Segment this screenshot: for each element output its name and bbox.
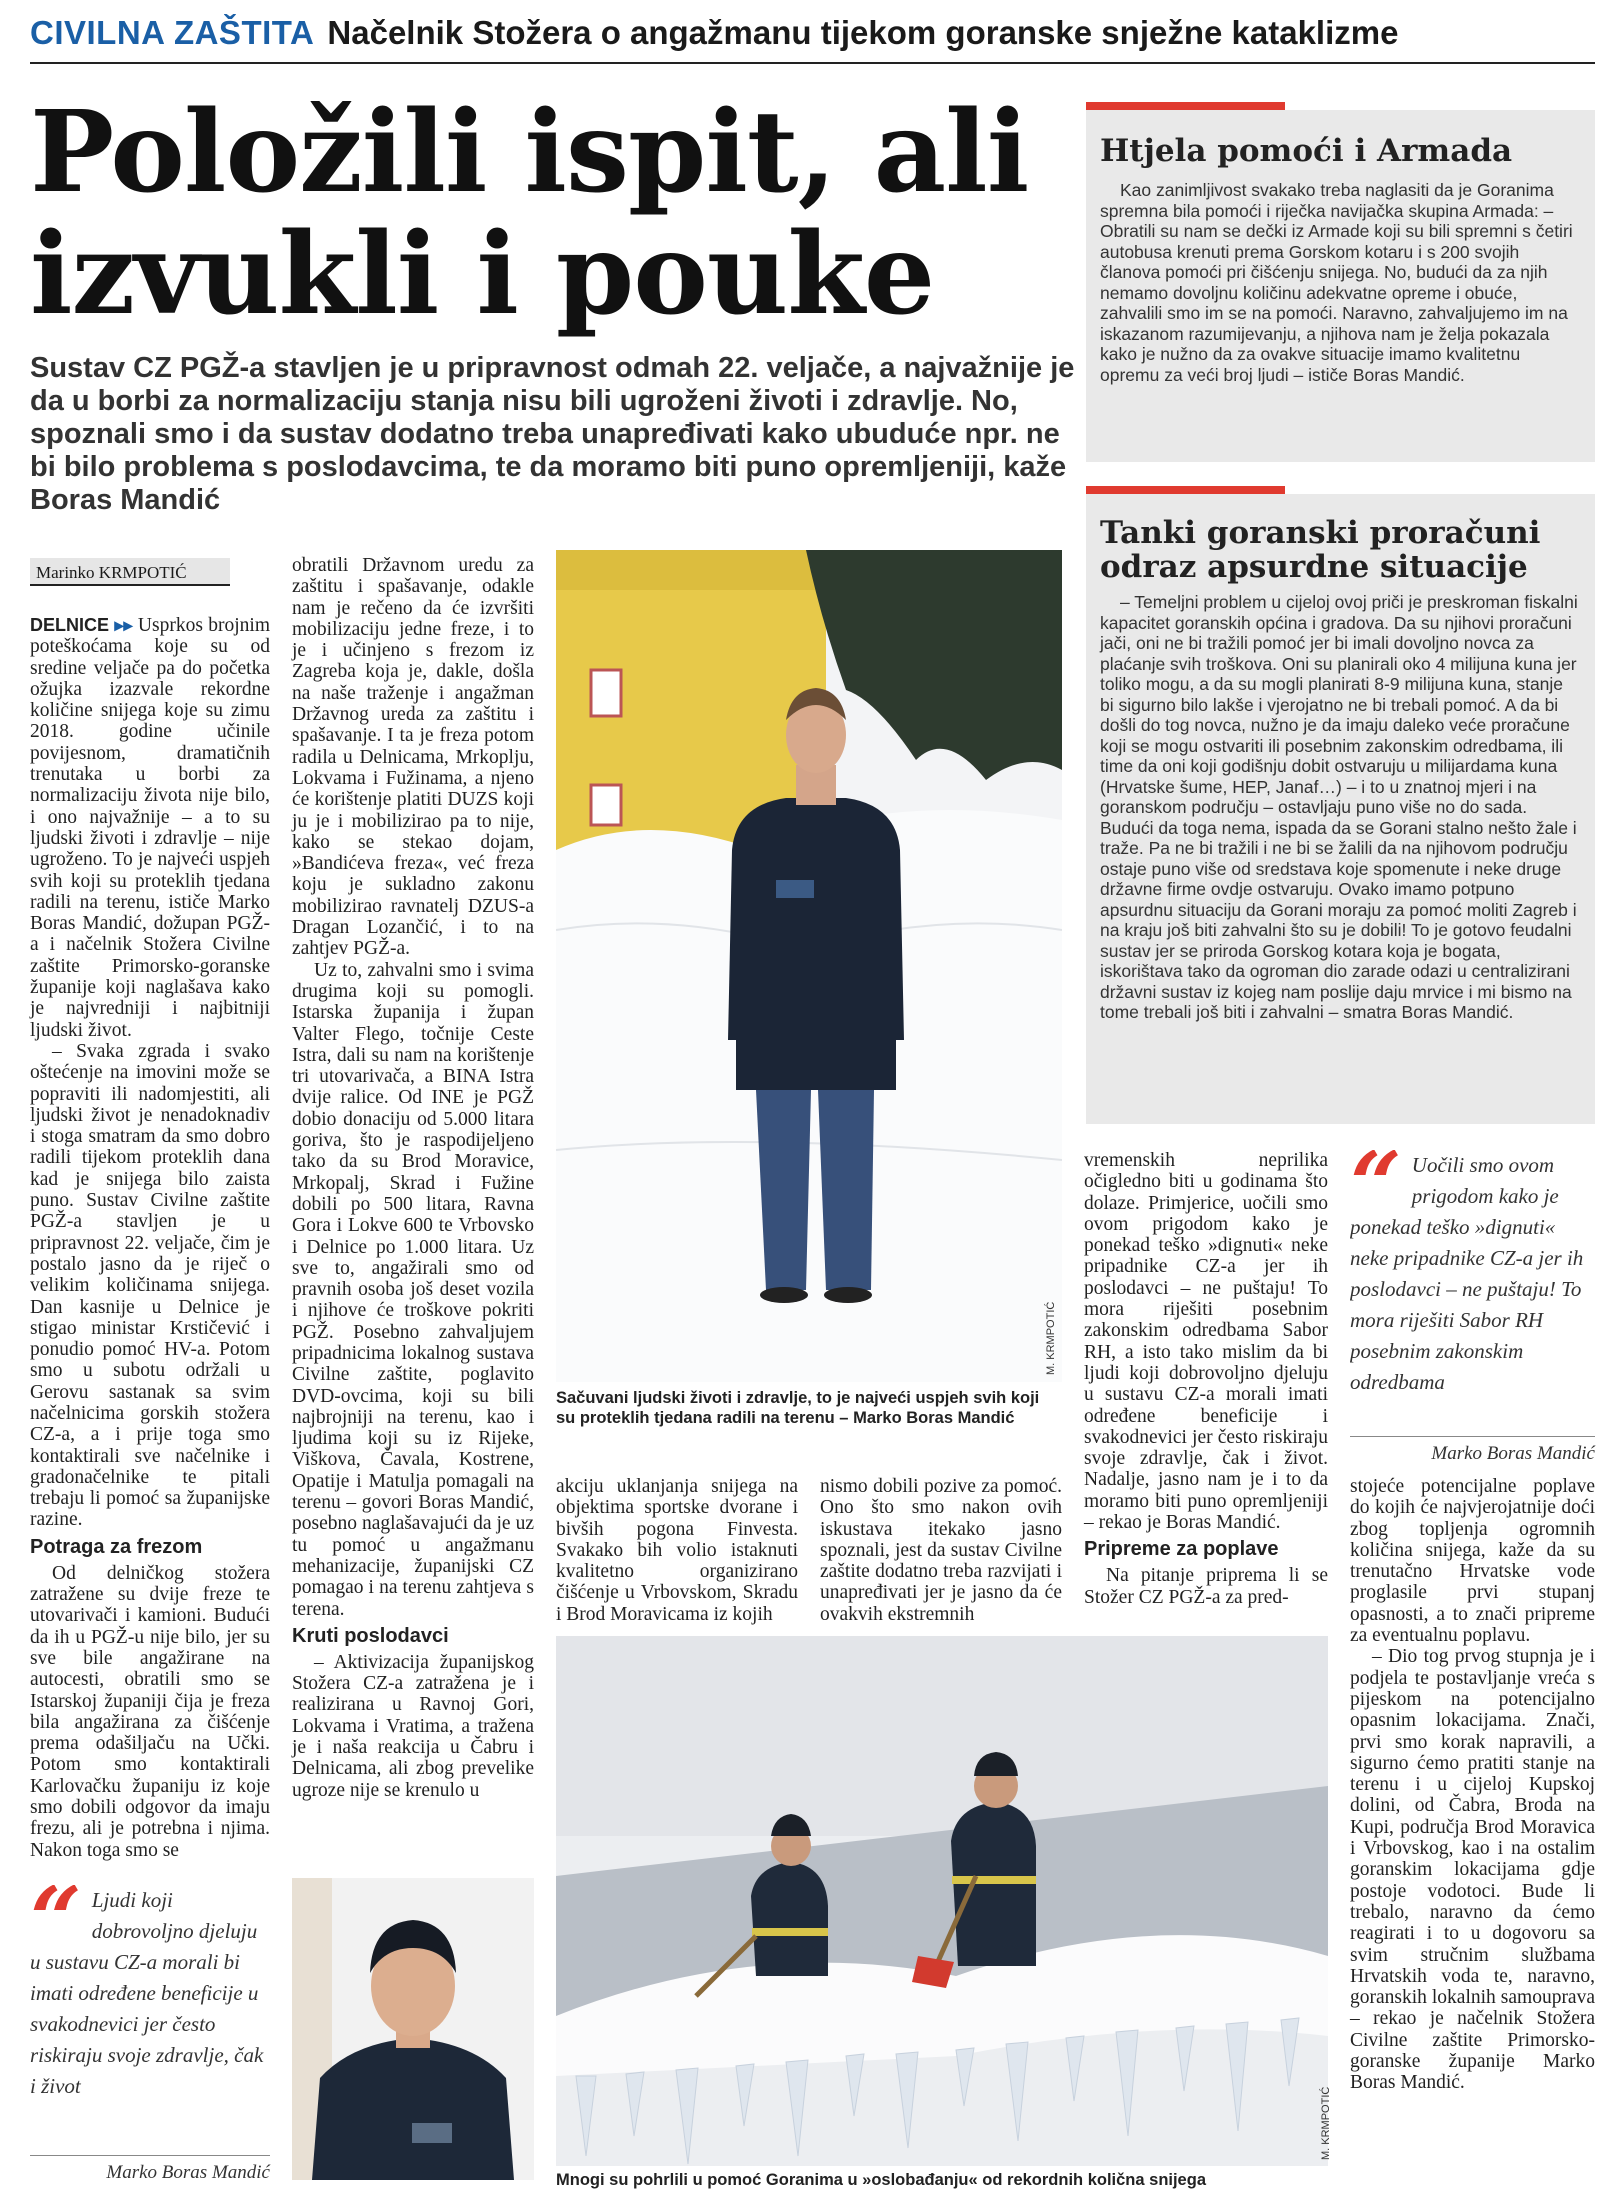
roof-photo-caption: Mnogi su pohrlili u pomoć Goranima u »oslobađanju« od rekordnih količna snijega — [556, 2171, 1206, 2189]
pull-quote-text: Uočili smo ovom prigodom kako je ponekad teško »dignuti« neke pripadnike CZ-a jer ih poslodavci – ne puštaju! To mora riješiti Sabor RH posebnim zakonskim odredbama — [1350, 1153, 1584, 1394]
subhead-kruti: Kruti poslodavci — [292, 1624, 449, 1647]
article-paragraph: vremenskih neprilika očigledno biti u godinama što dolaze. Primjerice, uočili smo ovom prigodom kako je ponekad teško »dignuti« neke pripadnike CZ-a jer ih poslodavci – ne puštaju! To mora riješiti posebnim zakonskim odredbama Sabor RH, a isto tako mislim da bi ljudi koji dobrovoljno djeluju u sustavu CZ-a morali imati određene beneficije i svakodnevici jer često riskiraju svoje zdravlje, čak i život. Nadalje, jasno nam je i to da moramo biti puno opremljeniji – rekao je Boras Mandić. — [1084, 1150, 1328, 1534]
main-photo-credit: M. KRMPOTIĆ — [1045, 1301, 1057, 1375]
article-paragraph: – Svaka zgrada i svako oštećenje na imovini može se popraviti ili nadomjestiti, ali ljudski život je nenadoknadiv i stoga smatram da smo dobro radili tijekom proteklih dana kad je snijega bilo zaista puno. Sustav Civilne zaštite PGŽ-a stavljen je u pripravnost 22. veljače, čim je postalo jasno da je riječ o velikim količinama snijega. Dan kasnije u Delnice je stigao ministar Krstičević i ponudio pomoć HV-a. Potom smo u subotu održali u Gerovu sastanak sa svim načelnicima gorskih stožera CZ-a, a i prije toga smo kontaktirali sve načelnike i gradonačelnike te pitali trebaju li pomoć sa županijske razine. — [30, 1040, 270, 1531]
article-paragraph: obratili Državnom uredu za zaštitu i spašavanje, odakle nam je rečeno da će izvršiti mobilizaciju jedne freze, i to je i učinjeno s frezom iz Zagreba koja je, dakle, došla na naše traženje i angažman Državnog ureda za zaštitu i spašavanje. I ta je freza potom radila u Delnicama, Mrkoplju, Lokvama i Fužinama, a njeno će korištenje platiti DUZS koji ju je i mobilizirao pa to nije, kako se stekao dojam, »Bandićeva freza«, već freza koju je sukladno zakonu mobilizirao ravnatelj DZUS-a Dragan Lozančić, i to na zahtjev PGŽ-a. — [292, 555, 534, 960]
byline-author: Marinko KRMPOTIĆ — [36, 563, 187, 582]
article-paragraph: – Aktivizacija županijskog Stožera CZ-a zatražena je i realizirana u Ravnoj Gori, Lokvama i Vratima, a tražena je i naša reakcija u Čabru i Delnicama, ali zbog prevelike ugroze nije se krenulo u — [292, 1651, 534, 1801]
article-byline — [30, 558, 230, 586]
subhead-pripreme: Pripreme za poplave — [1084, 1538, 1279, 1561]
pull-quote-2 — [30, 1885, 270, 2184]
article-paragraph: stojeće potencijalne poplave do kojih će najvjerojatnije doći zbog topljenja ogromnih količina snijega, kaže da su trenutačno Hrvatske vode proglasile prvi stupanj opasnosti, a to znači pripreme za eventualnu poplavu. — [1350, 1476, 1595, 1647]
subhead-potraga: Potraga za frezom — [30, 1535, 203, 1558]
section-kicker-title: Načelnik Stožera o angažmanu tijekom goranske snježne kataklizme — [327, 14, 1399, 51]
article-column-6 — [1350, 1476, 1595, 2094]
portrait-photo-drawing — [292, 1878, 534, 2180]
sidebar-armada — [1086, 102, 1595, 462]
sidebar-proracuni-text: – Temeljni problem u cijeloj ovoj priči je preskroman fiskalni kapacitet goranskih općina i gradova. Da su njihovi proračuni jači, oni ne bi tražili pomoć jer bi imali dovoljno novca za plaćanje svih troškova. Oni su planirali oko 4 milijuna kuna jer toliko mogu, a da su mogli planirati 8-9 milijuna kuna, stanje bi sigurno bilo lakše i vjerojatno ne bi trebali pomoć. A da bi došli do tog novca, nužno je da imaju daleko veće proračune koji se mogu ostvariti ili posebnim zakonskim odredbama, ili time da oni koji godišnju dobit ostvaruju u milijardama kuna (Hrvatske šume, HEP, Janaf…) – i to u znatnoj mjeri i na goranskom području – ostavljaju puno više no do sada. Budući da toga nema, ispada da se Gorani stalno nešto žale i traže. Pa ne bi tražili i ne bi se žalili da na njihovom području ostaje puno više od sredstava koje spomenute i neke druge državne firme ovdje ostvaruju. Ovako imamo potpuno apsurdnu situaciju da Gorani moraju za pomoć moliti Zagreb i na kraju još biti zahvalni što su je dobili! To je gotovo feudalni sustav jer se priroda Gorskog kotara koja je bogata, iskorištava tako da ogroman dio zarade odazi u centralizirani državni sustav iz kojeg nam poslije daju mrvice i mi bismo na tome trebali još biti i zahvalni – smatra Boras Mandić. — [1100, 592, 1578, 1022]
section-kicker: CIVILNA ZAŠTITA — [30, 14, 315, 51]
sidebar-accent — [1285, 486, 1595, 494]
pull-quote-text: Ljudi koji dobrovoljno djeluju u sustavu CZ-a morali bi imati određene beneficije u svakodnevici jer često riskiraju svoje zdravlje, čak i život — [30, 1888, 264, 2098]
quote-mark-icon: “ — [30, 1885, 82, 1973]
article-column-2 — [292, 555, 534, 1801]
headline-line-2: izvukli i pouke — [30, 209, 935, 340]
article-paragraph: DELNICE ▸▸ Usprkos brojnim poteškoćama koje su od sredine veljače pa do početka ožujka izazvale rekordne količine snijega koje su zimu 2018. godine učinile povijesnom, dramatičnih trenutaka u borbi za normalizaciju života nije bilo, i ono najvažnije – a to su ljudski životi i zdravlje – nije ugroženo. To je najveći uspjeh svih koji su proteklih tjedana radili na terenu, ističe Marko Boras Mandić, dožupan PGŽ-a i načelnik Stožera Civilne zaštite Primorsko-goranske županije koji naglašava kako je najvredniji i najbitniji ljudski život. — [30, 615, 270, 1041]
pull-quote-author: Marko Boras Mandić — [1350, 1436, 1595, 1465]
main-photo-caption: Sačuvani ljudski životi i zdravlje, to je najveći uspjeh svih koji su proteklih tjedana radili na terenu – Marko Boras Mandić — [556, 1389, 1040, 1427]
pull-quote-1 — [1350, 1150, 1595, 1465]
sidebar-proracuni-title: Tanki goranski proračuni odraz apsurdne situacije — [1100, 515, 1541, 585]
article-paragraph: nismo dobili pozive za pomoć. Ono što smo nakon ovih iskustava itekako jasno spoznali, jest da sustav Civilne zaštite dodatno treba razvijati i unapređivati jer je jasno da će ovakvih ekstremnih — [820, 1476, 1062, 1625]
main-photo — [556, 550, 1062, 1382]
sidebar-armada-text: Kao zanimljivost svakako treba naglasiti da je Goranima spremna bila pomoći i riječka navijačka skupina Armada: – Obratili su nam se dečki iz Armade koji su bili spremni s četiri autobusa krenuti prema Gorskom kotaru i s 200 svojih članova pomoći pri čišćenju snijega. No, budući da za njih nemamo dovoljnu količinu adekvatne opreme i obuće, zahvalili smo im se na pomoći. Naravno, zahvaljujemo im na iskazanom razumijevanju, a njihova nam je želja pokazala kako je nužno da za ovakve situacije imamo kvalitetnu opremu za veći broj ljudi – ističe Boras Mandić. — [1100, 180, 1573, 385]
sidebar-armada-title: Htjela pomoći i Armada — [1100, 133, 1513, 169]
main-photo-drawing — [556, 550, 1062, 1382]
sidebar-proracuni — [1086, 486, 1595, 1124]
article-column-4 — [820, 1476, 1062, 1625]
article-paragraph: Na pitanje priprema li se Stožer CZ PGŽ-a za pred- — [1084, 1565, 1328, 1608]
article-paragraph: – Dio tog prvog stupnja je i podjela te postavljanje vreća s pijeskom na potencijalno opasnim lokacijama. Znači, prvi smo korak napravili, a sigurno ćemo pratiti stanje na terenu i u cijeloj Kupskoj dolini, od Čabra, Broda na Kupi, područja Brod Moravica i Vrbovskog, kao i na ostalim goranskim lokacijama gdje postoje vodotoci. Bude li trebalo, naravno da ćemo reagirati i to u dogovoru sa svim stručnim službama Hrvatskih voda te, naravno, goranskih lokalnih samouprava – rekao je načelnik Stožera Civilne zaštite Primorsko-goranske županije Marko Boras Mandić. — [1350, 1646, 1595, 2094]
arrow-right-icon: ▸▸ — [114, 615, 133, 635]
roof-photo-credit: M. KRMPOTIĆ — [1320, 2086, 1332, 2160]
section-header — [30, 14, 1595, 64]
article-dateline: DELNICE ▸▸ — [30, 615, 133, 635]
article-column-1 — [30, 615, 270, 1861]
pull-quote-author: Marko Boras Mandić — [30, 2155, 270, 2184]
article-paragraph: akciju uklanjanja snijega na objektima sportske dvorane i bivših pogona Finvesta. Svakako bih volio istaknuti kvalitetno organizirano čišćenje u Vrbovskom, Skradu i Brod Moravicama iz kojih — [556, 1476, 798, 1625]
article-paragraph: Uz to, zahvalni smo i svima drugima koji su pomogli. Istarska županija i župan Valter Flego, točnije Ceste Istra, dali su nam na korištenje tri utovarivača, a BINA Istra dvije ralice. Od INE je PGŽ dobio donaciju od 5.000 litara goriva, što je raspodijeljeno tako da su Brod Moravice, Mrkopalj, Skrad i Fužine dobili po 500 litara, Ravna Gora i Lokve 600 te Vrbovsko i Delnice po 1.000 litara. Uz sve to, angažirali smo od pravnih osoba još deset vozila i njihove će troškove pokriti PGŽ. Posebno zahvaljujem pripadnicima lokalnog sustava Civilne zaštite, poglavito DVD-ovcima, koji su bili najbrojniji na terenu, kao i ljudima koji su iz Rijeke, Viškova, Čavala, Kostrene, Opatije i Matulja pomagali na terenu – govori Boras Mandić, posebno naglašavajući da je uz tu pomoć u angažmanu mehanizacije, županijski CZ pomagao i na terenu zahtjeva s terena. — [292, 959, 534, 1620]
article-column-3 — [556, 1476, 798, 1625]
portrait-photo — [292, 1878, 534, 2180]
headline-line-1: Položili ispit, ali — [30, 87, 1029, 218]
article-column-5 — [1084, 1150, 1328, 1608]
quote-mark-icon: “ — [1350, 1150, 1402, 1238]
roof-photo — [556, 1636, 1328, 2166]
sidebar-accent — [1285, 102, 1595, 110]
article-headline — [30, 87, 1080, 340]
roof-photo-drawing — [556, 1636, 1328, 2166]
article-lead: Sustav CZ PGŽ-a stavljen je u pripravnost odmah 22. veljače, a najvažnije je da u borbi za normalizaciju stanja nisu bili ugroženi životi i zdravlje. No, spoznali smo i da sustav dodatno treba unapređivati kako ubuduće npr. ne bi bilo problema s poslodavcima, te da moramo biti puno opremljeniji, kaže Boras Mandić — [30, 352, 1075, 516]
article-paragraph: Od delničkog stožera zatražene su dvije freze te utovarivači i kamioni. Budući da ih u PGŽ-u nije bilo, jer su sve bile angažirane na autocesti, obratili smo se Istarskoj županiji čija je freza bila angažirana za čišćenje prema odašiljaču na Učki. Potom smo kontaktirali Karlovačku županiju iz koje smo dobili odgovor da imaju frezu, ali je potrebna i njima. Nakon toga smo se — [30, 1562, 270, 1861]
